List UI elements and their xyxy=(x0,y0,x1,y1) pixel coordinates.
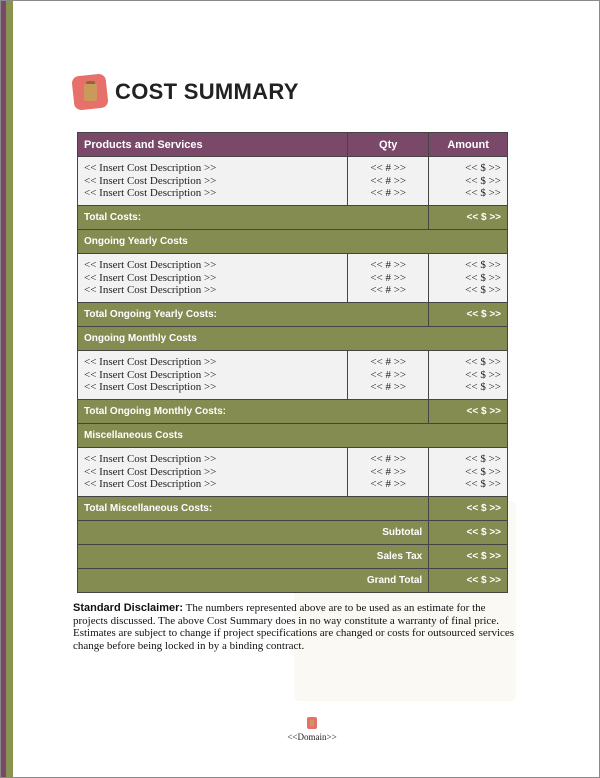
disclaimer-body: The numbers represented above are to be used as an estimate for the projects discussed. The above Cost Summary does in no way constitute a warranty of final price. Estimates are subject to change if project specifications are changed or costs for outsourced services change before being locked in by a binding contract. xyxy=(73,602,515,652)
description-cell xyxy=(78,254,348,303)
qty-line: << # >> xyxy=(370,453,407,466)
table-row xyxy=(78,254,508,303)
qty-line: << # >> xyxy=(370,368,407,381)
amount-line: << $ >> xyxy=(465,187,501,200)
total-value: << $ >> xyxy=(429,303,508,327)
grand-total-row xyxy=(78,569,508,593)
description-cell xyxy=(78,157,348,206)
total-label: Total Ongoing Yearly Costs: xyxy=(78,303,429,327)
amount-line: << $ >> xyxy=(465,356,501,369)
total-value: << $ >> xyxy=(429,400,508,424)
document-header xyxy=(73,74,299,110)
page-footer xyxy=(287,717,337,742)
cost-summary-table xyxy=(77,132,508,593)
section-title-row xyxy=(78,327,508,351)
total-value: << $ >> xyxy=(429,206,508,230)
description-line: << Insert Cost Description >> xyxy=(84,259,217,272)
description-line: << Insert Cost Description >> xyxy=(84,284,217,297)
description-line: << Insert Cost Description >> xyxy=(84,271,217,284)
subtotal-label: Subtotal xyxy=(78,521,429,545)
qty-line: << # >> xyxy=(370,381,407,394)
section-title: Ongoing Monthly Costs xyxy=(78,327,508,351)
description-line: << Insert Cost Description >> xyxy=(84,356,217,369)
header-amount: Amount xyxy=(429,133,508,157)
table-row xyxy=(78,351,508,400)
qty-line: << # >> xyxy=(370,465,407,478)
shopping-bag-icon xyxy=(307,717,317,729)
subtotal-row xyxy=(78,521,508,545)
amount-line: << $ >> xyxy=(465,162,501,175)
header-description: Products and Services xyxy=(78,133,348,157)
section-title-row xyxy=(78,230,508,254)
table-header-row xyxy=(78,133,508,157)
footer-domain: <<Domain>> xyxy=(287,732,337,742)
description-line: << Insert Cost Description >> xyxy=(84,174,217,187)
subtotal-value: << $ >> xyxy=(429,521,508,545)
description-line: << Insert Cost Description >> xyxy=(84,162,217,175)
description-line: << Insert Cost Description >> xyxy=(84,465,217,478)
amount-line: << $ >> xyxy=(465,259,501,272)
total-row xyxy=(78,206,508,230)
qty-line: << # >> xyxy=(370,162,407,175)
amount-line: << $ >> xyxy=(465,271,501,284)
description-cell xyxy=(78,351,348,400)
qty-line: << # >> xyxy=(370,187,407,200)
amount-line: << $ >> xyxy=(465,465,501,478)
total-row xyxy=(78,303,508,327)
total-row xyxy=(78,497,508,521)
total-label: Total Costs: xyxy=(78,206,429,230)
disclaimer-lead: Standard Disclaimer: xyxy=(73,602,184,614)
amount-cell xyxy=(429,254,508,303)
total-label: Total Ongoing Monthly Costs: xyxy=(78,400,429,424)
total-row xyxy=(78,400,508,424)
description-line: << Insert Cost Description >> xyxy=(84,368,217,381)
qty-cell xyxy=(348,157,429,206)
header-qty: Qty xyxy=(348,133,429,157)
qty-line: << # >> xyxy=(370,271,407,284)
qty-line: << # >> xyxy=(370,284,407,297)
grand-total-value: << $ >> xyxy=(429,569,508,593)
qty-line: << # >> xyxy=(370,478,407,491)
qty-line: << # >> xyxy=(370,174,407,187)
description-cell xyxy=(78,448,348,497)
amount-line: << $ >> xyxy=(465,284,501,297)
amount-line: << $ >> xyxy=(465,368,501,381)
shopping-bag-icon xyxy=(73,75,107,109)
total-label: Total Miscellaneous Costs: xyxy=(78,497,429,521)
description-line: << Insert Cost Description >> xyxy=(84,187,217,200)
qty-cell xyxy=(348,351,429,400)
qty-cell xyxy=(348,448,429,497)
amount-line: << $ >> xyxy=(465,381,501,394)
sales-tax-label: Sales Tax xyxy=(78,545,429,569)
qty-line: << # >> xyxy=(370,356,407,369)
amount-line: << $ >> xyxy=(465,453,501,466)
section-title: Ongoing Yearly Costs xyxy=(78,230,508,254)
description-line: << Insert Cost Description >> xyxy=(84,381,217,394)
section-title: Miscellaneous Costs xyxy=(78,424,508,448)
table-row xyxy=(78,448,508,497)
description-line: << Insert Cost Description >> xyxy=(84,478,217,491)
grand-total-label: Grand Total xyxy=(78,569,429,593)
table-row xyxy=(78,157,508,206)
amount-cell xyxy=(429,448,508,497)
description-line: << Insert Cost Description >> xyxy=(84,453,217,466)
page-title: COST SUMMARY xyxy=(115,79,299,104)
amount-cell xyxy=(429,157,508,206)
amount-line: << $ >> xyxy=(465,174,501,187)
amount-line: << $ >> xyxy=(465,478,501,491)
amount-cell xyxy=(429,351,508,400)
sales-tax-row xyxy=(78,545,508,569)
standard-disclaimer xyxy=(73,602,523,652)
total-value: << $ >> xyxy=(429,497,508,521)
qty-cell xyxy=(348,254,429,303)
section-title-row xyxy=(78,424,508,448)
sales-tax-value: << $ >> xyxy=(429,545,508,569)
qty-line: << # >> xyxy=(370,259,407,272)
left-accent-stripe-green xyxy=(6,1,13,777)
